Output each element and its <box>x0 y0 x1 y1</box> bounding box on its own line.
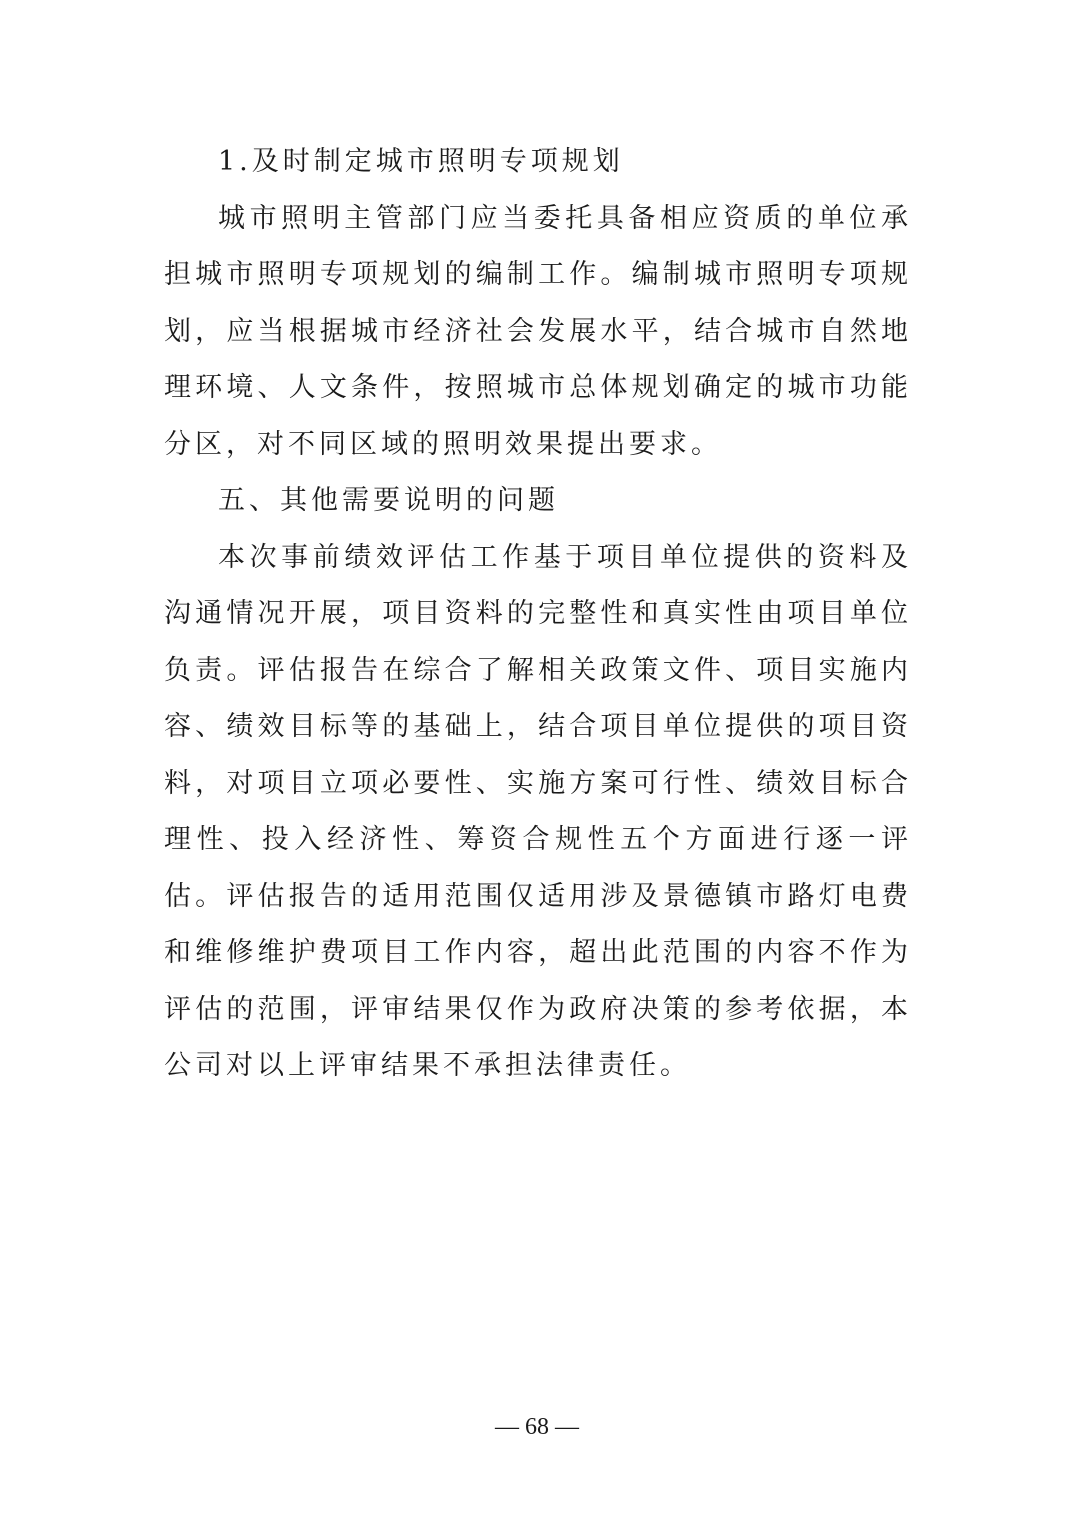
paragraph-other-notes: 本次事前绩效评估工作基于项目单位提供的资料及沟通情况开展，项目资料的完整性和真实性由项目单位负责。评估报告在综合了解相关政策文件、项目实施内容、绩效目标等的基础上，结合项目单位提供的项目资料，对项目立项必要性、实施方案可行性、绩效目标合理性、投入经济性、筹资合规性五个方面进行逐一评估。评估报告的适用范围仅适用涉及景德镇市路灯电费和维修维护费项目工作内容，超出此范围的内容不作为评估的范围，评审结果仅作为政府决策的参考依据，本公司对以上评审结果不承担法律责任。 <box>164 541 912 1081</box>
section-heading-lighting-plan: 1.及时制定城市照明专项规划 <box>218 146 624 177</box>
paragraph-lighting-plan: 城市照明主管部门应当委托具备相应资质的单位承担城市照明专项规划的编制工作。编制城市照明专项规划，应当根据城市经济社会发展水平，结合城市自然地理环境、人文条件，按照城市总体规划确定的城市功能分区，对不同区域的照明效果提出要求。 <box>164 202 912 460</box>
page-number: — 68 — <box>495 1414 579 1440</box>
section-heading-other-notes: 五、其他需要说明的问题 <box>218 485 559 516</box>
document-body <box>164 134 912 1095</box>
